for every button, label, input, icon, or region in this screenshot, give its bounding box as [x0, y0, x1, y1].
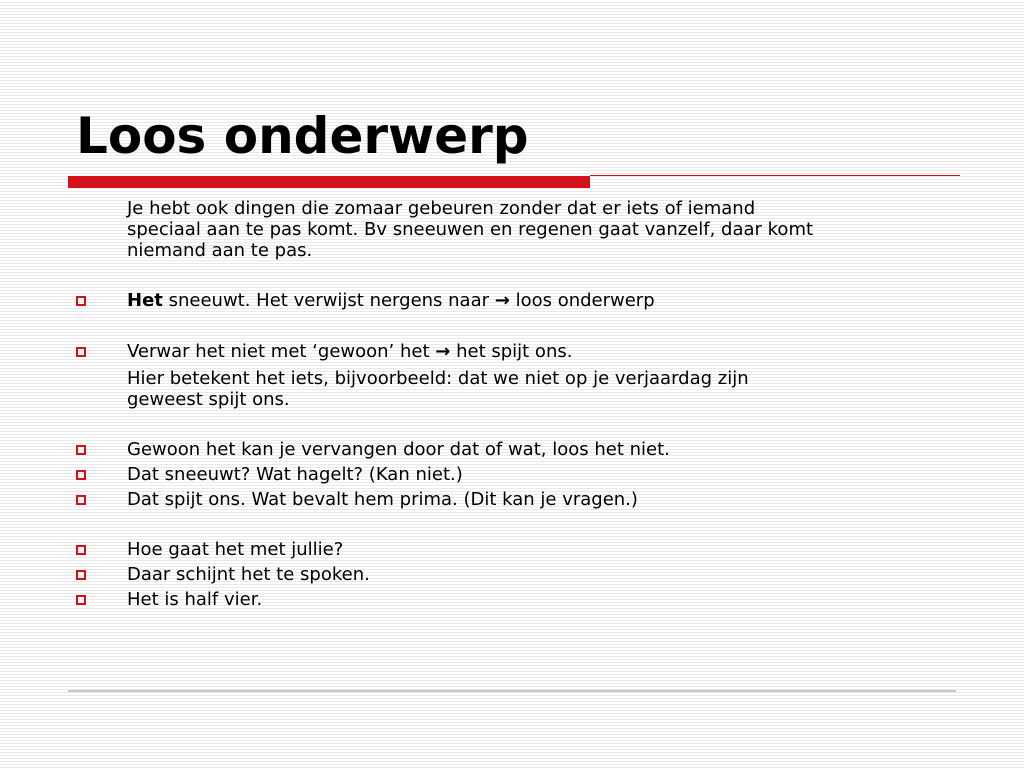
arrow-right-icon: → [435, 341, 451, 362]
list-item: Daar schijnt het te spoken. [127, 564, 370, 585]
bullet-verwar-text: Verwar het niet met ‘gewoon’ het [127, 341, 436, 362]
intro-line-1: Je hebt ook dingen die zomaar gebeuren zonder dat er iets of iemand [127, 198, 756, 219]
list-item: Hoe gaat het met jullie? [127, 539, 344, 560]
arrow-right-icon: → [494, 290, 510, 311]
bullet-square-icon [76, 595, 86, 605]
verwar-note-line-2: geweest spijt ons. [127, 389, 290, 410]
verwar-note-line-1: Hier betekent het iets, bijvoorbeeld: dat we niet op je verjaardag zijn [127, 368, 749, 389]
footer-divider [68, 690, 956, 692]
list-item: Het is half vier. [127, 589, 263, 610]
bullet-verwar [127, 342, 967, 363]
bullet-square-icon [76, 545, 86, 555]
bullet-square-icon [76, 445, 86, 455]
bullet-het-bold: Het [127, 290, 163, 311]
bullet-square-icon [76, 470, 86, 480]
intro-line-3: niemand aan te pas. [127, 240, 313, 261]
bullet-het-text-end: loos onderwerp [509, 290, 655, 311]
bullet-square-icon [76, 570, 86, 580]
bullet-het-text: sneeuwt. Het verwijst nergens naar [162, 290, 495, 311]
bullet-square-icon [76, 495, 86, 505]
list-item: Gewoon het kan je vervangen door dat of wat, loos het niet. [127, 439, 670, 460]
bullet-square-icon [76, 347, 86, 357]
bullet-square-icon [76, 296, 86, 306]
list-item: Dat spijt ons. Wat bevalt hem prima. (Dit kan je vragen.) [127, 489, 638, 510]
bullet-verwar-text-end: het spijt ons. [450, 341, 573, 362]
list-item: Dat sneeuwt? Wat hagelt? (Kan niet.) [127, 464, 463, 485]
intro-line-2: speciaal aan te pas komt. Bv sneeuwen en regenen gaat vanzelf, daar komt [127, 219, 814, 240]
slide-title: Loos onderwerp [76, 107, 529, 165]
bullet-het-sneeuwt [127, 291, 967, 312]
